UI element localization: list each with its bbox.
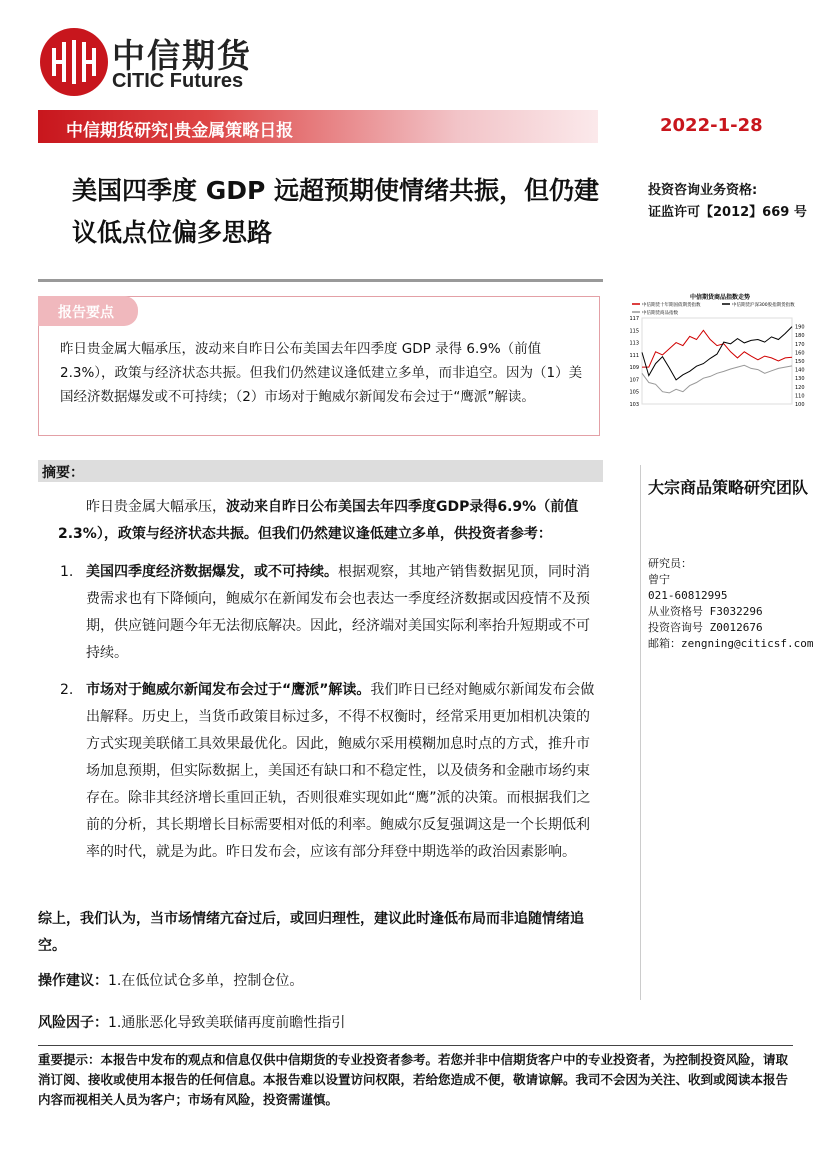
y-tick-right: 170 <box>795 341 805 348</box>
y-tick-left: 103 <box>629 402 639 408</box>
legend-label: 中信期货十年期国债期货指数 <box>642 303 701 308</box>
risk-label: 风险因子： <box>38 1015 108 1031</box>
series-line <box>642 365 792 393</box>
researcher-email[interactable]: 邮箱：zengning@citicsf.com <box>648 637 814 650</box>
item-text: 我们昨日已经对鲍威尔新闻发布会做出解释。历史上，当货币政策目标过多，不得不权衡时，经常采用更加相机决策的方式实现美联储工具效果最优化。因此，鲍威尔采用模糊加息时点的方式，推升市场加息预期，但实际数据上，美国还有缺口和不稳定性，以及债务和金融市场约束存在。除非其经济增长重回正轨，否则很难实现如此“鹰”派的决策。而根据我们之前的分析，其长期增长目标需要相对低的利率。鲍威尔反复强调这是一个长期低利率的时代，就是为此。昨日发布会，应该有部分拜登中期选举的政治因素影响。 <box>86 682 595 860</box>
footer-divider <box>38 1045 793 1046</box>
y-tick-left: 105 <box>629 389 639 396</box>
y-tick-left: 115 <box>629 328 639 335</box>
column-divider <box>640 465 641 1000</box>
qualification <box>648 180 807 224</box>
logo <box>40 28 108 96</box>
researcher-phone: 021-60812995 <box>648 589 728 602</box>
researcher-consult: 投资咨询号 Z0012676 <box>648 621 763 634</box>
team-name: 大宗商品策略研究团队 <box>648 478 809 497</box>
y-tick-right: 190 <box>795 324 805 331</box>
divider <box>38 279 603 282</box>
y-tick-right: 100 <box>795 402 805 408</box>
researcher-name: 曾宁 <box>648 573 670 586</box>
y-tick-left: 107 <box>629 377 639 384</box>
y-tick-right: 180 <box>795 333 805 340</box>
advice <box>38 968 583 995</box>
y-tick-right: 130 <box>795 376 805 383</box>
series-line <box>642 330 792 367</box>
item-number: 2. <box>60 682 74 698</box>
page-title: 美国四季度 GDP 远超预期使情绪共振，但仍建议低点位偏多思路 <box>72 176 600 247</box>
commodity-index-chart <box>622 290 818 430</box>
item-number: 1. <box>60 564 74 580</box>
legend-label: 中信期货商品指数 <box>642 311 678 316</box>
logo-en: CITIC Futures <box>112 70 244 92</box>
report-date: 2022-1-28 <box>660 115 763 136</box>
advice-text: 1.在低位试仓多单，控制仓位。 <box>108 973 304 989</box>
plot-area <box>642 318 792 404</box>
legend-label: 中信期货沪深300股指期货指数 <box>732 303 795 308</box>
researcher-info <box>648 556 813 652</box>
chart-title: 中信期货商品指数走势 <box>689 294 751 301</box>
qualification-line2: 证监许可【2012】669 号 <box>648 205 807 220</box>
y-tick-right: 140 <box>795 367 805 374</box>
researcher-role: 研究员： <box>648 557 692 570</box>
advice-label: 操作建议： <box>38 973 108 989</box>
summary-item-2 <box>60 677 603 866</box>
conclusion: 综上，我们认为，当市场情绪亢奋过后，或回归理性，建议此时逢低布局而非追随情绪追空。 <box>38 911 584 954</box>
item-heading: 市场对于鲍威尔新闻发布会过于“鹰派”解读。 <box>86 682 371 698</box>
summary-item-1 <box>60 559 603 667</box>
intro-bold: 波动来自昨日公布美国去年四季度GDP录得6.9%（前值2.3%），政策与经济状态共振。但我们仍然建议逢低建立多单，供投资者参考： <box>58 499 579 542</box>
y-tick-left: 113 <box>629 340 639 347</box>
risk-text: 1.通胀恶化导致美联储再度前瞻性指引 <box>108 1015 346 1031</box>
y-tick-right: 160 <box>795 350 805 357</box>
y-tick-right: 120 <box>795 384 805 391</box>
y-tick-left: 117 <box>629 316 639 322</box>
risk <box>38 1010 583 1037</box>
citic-logo-icon <box>40 28 108 96</box>
disclaimer: 重要提示：本报告中发布的观点和信息仅供中信期货的专业投资者参考。若您并非中信期货客户中的专业投资者，为控制投资风险，请取消订阅、接收或使用本报告的任何信息。本报告难以设置访问权限，若给您造成不便，敬请谅解。我司不会因为关注、收到或阅读本报告内容而视相关人员为客户；市场有风险，投资需谨慎。 <box>38 1052 789 1107</box>
researcher-license: 从业资格号 F3032296 <box>648 605 763 618</box>
y-tick-right: 150 <box>795 359 805 365</box>
key-points-tag: 报告要点 <box>38 296 138 326</box>
logo-cn: 中信期货 <box>112 36 252 75</box>
report-banner: 中信期货研究|贵金属策略日报 <box>38 110 598 143</box>
item-heading: 美国四季度经济数据爆发，或不可持续。 <box>86 564 338 580</box>
intro-plain: 昨日贵金属大幅承压， <box>86 499 226 515</box>
summary-intro <box>58 494 603 548</box>
y-tick-left: 109 <box>629 365 639 372</box>
summary-header: 摘要： <box>38 460 603 482</box>
y-tick-right: 110 <box>795 393 805 400</box>
y-tick-left: 111 <box>629 352 639 359</box>
key-points-text: 昨日贵金属大幅承压，波动来自昨日公布美国去年四季度 GDP 录得 6.9%（前值 2.3%），政策与经济状态共振。但我们仍然建议逢低建立多单，而非追空。因为（1）美国经济数据爆发或不可持续；（2）市场对于鲍威尔新闻发布会过于“鹰派”解读。 <box>60 341 583 405</box>
item-text: 根据观察，其地产销售数据见顶，同时消费需求也有下降倾向，鲍威尔在新闻发布会也表达一季度经济数据或因疫情不及预期，供应链问题今年无法彻底解决。因此，经济端对美国实际利率抬升短期或不可持续。 <box>86 564 590 661</box>
qualification-line1: 投资咨询业务资格: <box>648 183 758 198</box>
